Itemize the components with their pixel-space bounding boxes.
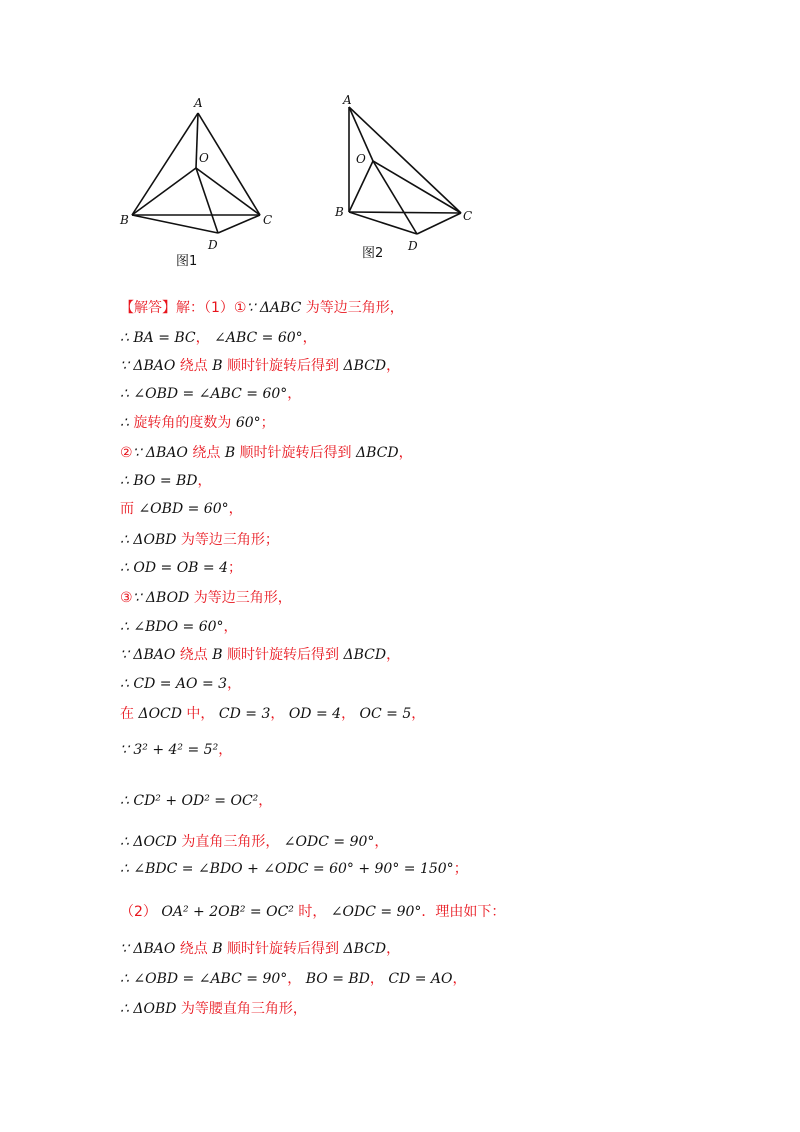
solution-text: 顺时针旋转后得到 — [235, 445, 357, 461]
math-expression: OD = 4 — [288, 706, 342, 722]
math-expression: ∴ CD² + OD² = OC² — [120, 793, 259, 809]
solution-line — [120, 299, 404, 317]
solution-line — [120, 500, 243, 518]
solution-text: ， — [258, 793, 273, 809]
segment-ob-fig2 — [349, 161, 373, 212]
solution-text: ， — [369, 971, 389, 987]
solution-text: ， — [386, 358, 401, 374]
math-expression: ∠ABC = 60° — [214, 330, 303, 346]
label-a-fig1: A — [194, 96, 203, 110]
solution-text: ， — [195, 330, 215, 346]
math-expression: ∴ BA = BC — [120, 330, 196, 346]
math-expression: ∴ ∠BDO = 60° — [120, 619, 224, 635]
solution-text: ， — [223, 619, 238, 635]
solution-line — [120, 531, 279, 549]
solution-line — [120, 940, 400, 958]
solution-line — [120, 357, 400, 375]
segment-bd-fig1 — [132, 215, 218, 233]
math-expression: ∵ ΔABC — [246, 300, 302, 316]
label-a-fig2: A — [343, 93, 352, 107]
math-expression: CD = AO — [388, 971, 453, 987]
segment-cd-fig2 — [417, 213, 461, 234]
solution-line — [120, 589, 292, 607]
solution-text: ．理由如下： — [421, 904, 506, 920]
segment-cd-fig1 — [218, 215, 260, 233]
solution-text: 中， — [181, 706, 219, 722]
solution-line — [120, 385, 301, 403]
label-b-fig1: B — [120, 213, 129, 227]
math-expression: ∴ ΔOBD — [120, 1001, 177, 1017]
math-expression: ΔBCD — [356, 445, 399, 461]
segment-oc-fig2 — [373, 161, 461, 213]
solution-text: 绕点 — [187, 445, 225, 461]
solution-line — [120, 705, 425, 723]
solution-text: 在 — [120, 706, 139, 722]
math-expression: OA² + 2OB² = OC² — [161, 904, 294, 920]
label-c-fig2: C — [463, 209, 473, 223]
math-expression: ∵ ΔBOD — [132, 590, 190, 606]
solution-line — [120, 675, 241, 693]
math-expression: B — [212, 647, 223, 663]
label-o-fig1: O — [199, 151, 209, 165]
solution-text: ； — [228, 560, 242, 576]
solution-text: ， — [270, 706, 289, 722]
math-expression: ΔOCD — [138, 706, 182, 722]
math-expression: ∴ CD = AO = 3 — [120, 676, 228, 692]
solution-text: 绕点 — [175, 358, 213, 374]
caption-fig2: 图2 — [362, 246, 384, 261]
solution-line — [120, 646, 400, 664]
math-expression: ∠ODC = 90° — [330, 904, 422, 920]
solution-line — [120, 444, 413, 462]
solution-line — [120, 472, 212, 490]
solution-text: ， — [218, 742, 233, 758]
segment-ob-fig1 — [132, 168, 196, 215]
solution-line — [120, 1000, 307, 1018]
segment-od-fig2 — [373, 161, 417, 234]
solution-text: 顺时针旋转后得到 — [222, 941, 344, 957]
math-expression: ∠OBD = 60° — [138, 501, 229, 517]
solution-text: ， — [452, 971, 467, 987]
solution-text: ； — [453, 861, 468, 877]
label-d-fig2: D — [408, 239, 418, 253]
math-expression: ∠ODC = 90° — [283, 834, 375, 850]
label-c-fig1: C — [263, 213, 273, 227]
solution-text: 为等边三角形， — [301, 300, 404, 316]
solution-text: ， — [197, 473, 212, 489]
solution-line — [120, 903, 505, 921]
math-expression: B — [212, 941, 223, 957]
math-expression: ∵ ΔBAO — [132, 445, 188, 461]
math-expression: ∴ ∠OBD = ∠ABC = 90° — [120, 971, 288, 987]
solution-line — [120, 618, 238, 636]
label-d-fig1: D — [208, 238, 218, 252]
caption-fig1: 图1 — [176, 254, 198, 269]
math-expression: ∴ ΔOCD — [120, 834, 177, 850]
solution-text: ， — [411, 706, 426, 722]
solution-line — [120, 970, 467, 988]
label-o-fig2: O — [356, 152, 366, 166]
solution-text: 绕点 — [175, 647, 213, 663]
math-expression: B — [212, 358, 223, 374]
solution-text: ， — [302, 330, 317, 346]
figure-2 — [349, 107, 461, 234]
solution-text: 【解答】解：（1）① — [120, 300, 247, 316]
label-b-fig2: B — [335, 205, 344, 219]
math-expression: ΔBCD — [343, 358, 387, 374]
segment-od-fig1 — [196, 168, 218, 233]
segment-ab-fig1 — [132, 113, 198, 215]
solution-text: 绕点 — [175, 941, 213, 957]
segment-oc-fig1 — [196, 168, 260, 215]
solution-text: ， — [287, 386, 302, 402]
math-expression: ∴ BO = BD — [120, 473, 198, 489]
math-expression: OC = 5 — [359, 706, 412, 722]
solution-line — [120, 414, 275, 432]
math-expression: ∴ — [120, 415, 134, 431]
figures-area — [0, 0, 800, 290]
solution-text: ， — [374, 834, 389, 850]
solution-text: ， — [386, 941, 401, 957]
math-expression: CD = 3 — [218, 706, 271, 722]
solution-line — [120, 792, 272, 810]
solution-text: 为等边三角形； — [176, 532, 279, 548]
solution-text: 时， — [293, 904, 331, 920]
solution-text: 为直角三角形， — [176, 834, 284, 850]
solution-text: ， — [398, 445, 413, 461]
solution-text: 而 — [120, 501, 139, 517]
solution-text: 顺时针旋转后得到 — [222, 647, 344, 663]
math-expression: BO = BD — [305, 971, 370, 987]
solution-text: ② — [120, 445, 133, 461]
math-expression: ∴ ∠OBD = ∠ABC = 60° — [120, 386, 288, 402]
segment-ao-fig1 — [196, 113, 198, 168]
solution-line — [120, 329, 317, 347]
math-expression: ∴ ΔOBD — [120, 532, 177, 548]
solution-text: （2） — [120, 904, 162, 920]
math-expression: 60° — [235, 415, 261, 431]
math-expression: ∵ ΔBAO — [120, 358, 176, 374]
solution-text: ， — [228, 501, 243, 517]
solution-text: ； — [260, 415, 275, 431]
math-expression: ∵ ΔBAO — [120, 647, 176, 663]
solution-text: ， — [287, 971, 306, 987]
segment-bd-fig2 — [349, 212, 417, 234]
solution-line — [120, 833, 388, 851]
solution-line — [120, 741, 232, 759]
solution-text: ③ — [120, 590, 133, 606]
solution-text: 旋转角的度数为 — [133, 415, 236, 431]
math-expression: ∴ ∠BDC = ∠BDO + ∠ODC = 60° + 90° = 150° — [120, 861, 454, 877]
solution-line — [120, 559, 242, 577]
figure-1 — [132, 113, 260, 233]
solution-text: ， — [227, 676, 242, 692]
math-expression: ΔBCD — [343, 941, 387, 957]
math-expression: ∵ ΔBAO — [120, 941, 176, 957]
solution-text: ， — [341, 706, 360, 722]
math-expression: ∵ 3² + 4² = 5² — [120, 742, 219, 758]
solution-line — [120, 860, 468, 878]
math-expression: ΔBCD — [343, 647, 387, 663]
solution-text: ， — [386, 647, 401, 663]
math-expression: ∴ OD = OB = 4 — [120, 560, 228, 576]
solution-text: 顺时针旋转后得到 — [222, 358, 344, 374]
solution-text: 为等腰直角三角形， — [176, 1001, 307, 1017]
math-expression: B — [224, 445, 236, 461]
solution-text: 为等边三角形， — [189, 590, 292, 606]
geometry-figures — [0, 0, 800, 290]
